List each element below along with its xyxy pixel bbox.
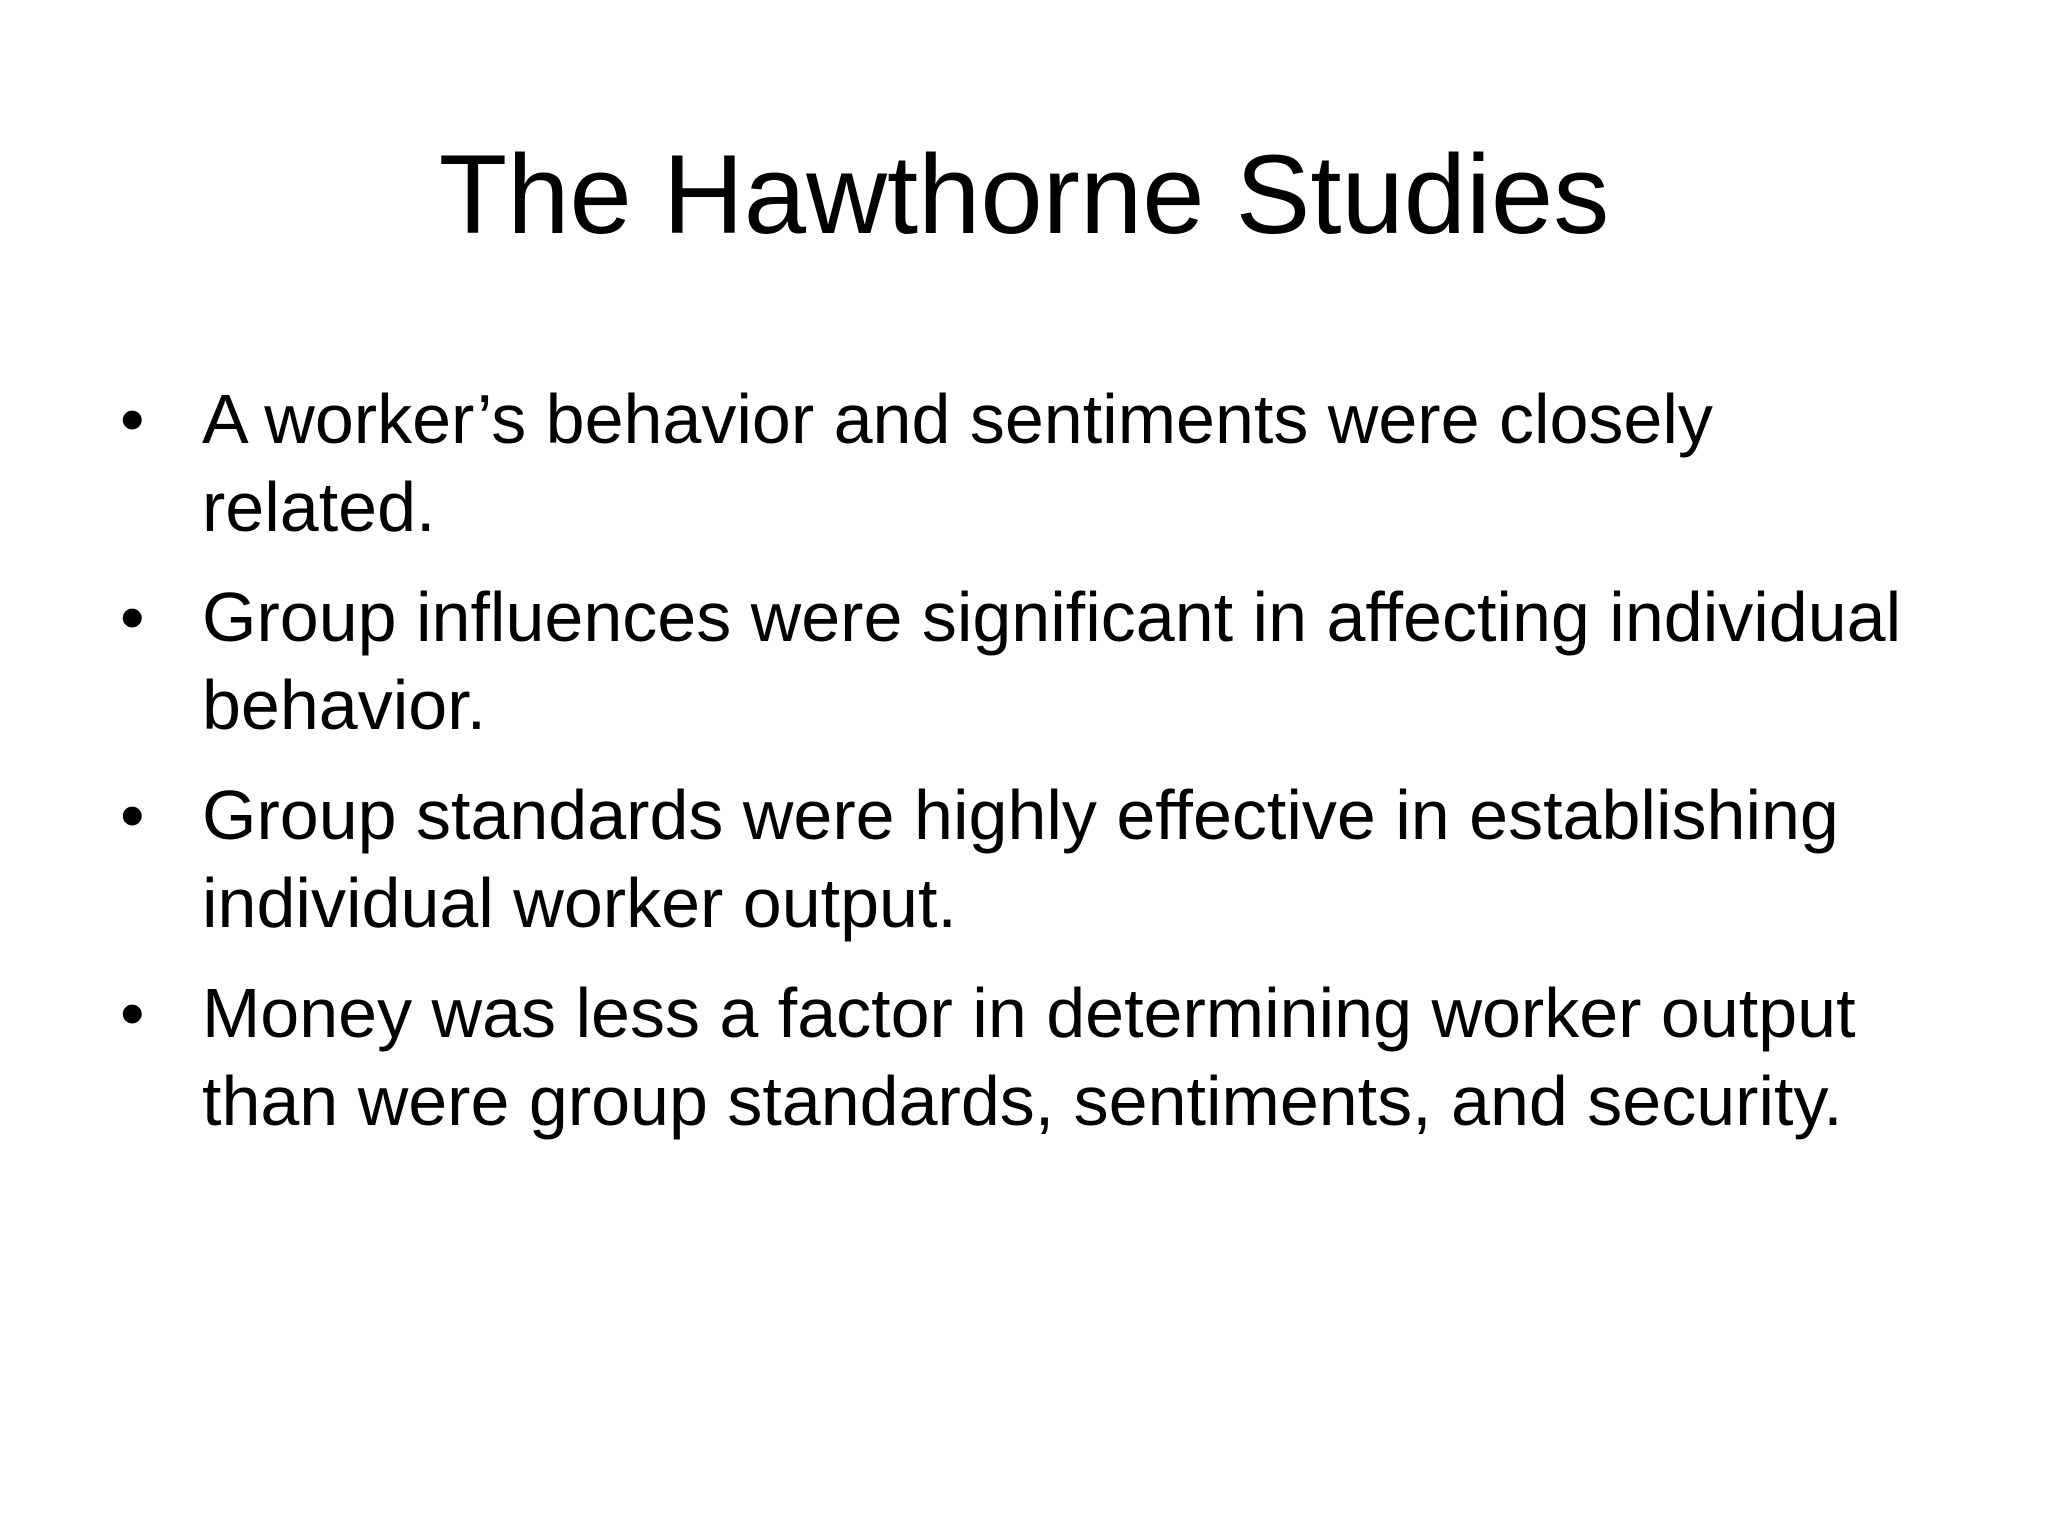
bullet-item (120, 771, 1960, 947)
bullet-text: Money was less a factor in determining worker output than were group standards, sentiments, and security. (202, 974, 1856, 1140)
bullet-item (120, 375, 1960, 551)
bullet-item (120, 969, 1960, 1145)
bullet-dot-icon: • (120, 380, 145, 458)
bullet-item (120, 573, 1960, 749)
bullet-text: Group standards were highly effective in establishing individual worker output. (202, 776, 1839, 942)
bullet-dot-icon: • (120, 776, 145, 854)
bullet-dot-icon: • (120, 578, 145, 656)
slide-title: The Hawthorne Studies (438, 132, 1610, 257)
bullet-text: Group influences were significant in affecting individual behavior. (202, 578, 1902, 744)
bullet-text: A worker’s behavior and sentiments were closely related. (202, 380, 1713, 546)
bullet-list (120, 375, 1960, 1167)
bullet-dot-icon: • (120, 974, 145, 1052)
